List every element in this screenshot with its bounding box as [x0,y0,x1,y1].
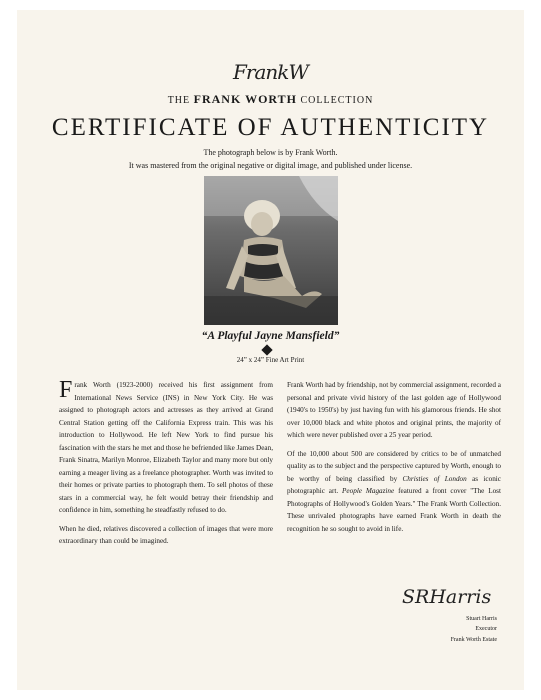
print-size: 24” x 24” Fine Art Print [236,356,305,364]
collection-suffix: COLLECTION [300,95,374,106]
executor-role: Executor [475,626,497,632]
christies-name: Christies of London [402,474,467,483]
left-paragraph-1 [59,379,273,517]
executor-signature: SRHarris [402,586,492,608]
intro-line-2: It was mastered from the original negative or digital image, and published under license. [128,161,413,170]
left-column [59,379,273,554]
executor-name: Stuart Harris [466,616,497,622]
drop-cap: F [59,377,73,403]
right-p2-text-c: featured a front cover "The Lost Photographs of Hollywood's Golden Years." The Frank Worth Collection. These unrivaled photographs have earned Frank Worth in death the recognition he so sought to avoid in life. [287,487,501,533]
people-magazine-name: People Magazine [342,487,395,495]
executor-estate: Frank Worth Estate [450,637,497,643]
right-paragraph-1: Frank Worth had by friendship, not by commercial assignment, recorded a personal and private vivid history of the last golden age of Hollywood (1940's to 1950's) by just having fun with his glamorous friends. He shot over 10,000 black and white photos and original prints, the majority of which were never published over a 25 year period. [287,381,501,439]
frank-worth-signature: FrankW [233,60,308,84]
photo-caption: “A Playful Jayne Mansfield” [201,330,340,342]
right-column [287,379,501,541]
right-p2-text-b: as iconic photographic art. [287,474,501,495]
collection-name: FRANK WORTH [193,92,298,106]
photograph [204,176,338,325]
diamond-ornament-icon [261,344,272,355]
intro-line-1: The photograph below is by Frank Worth. [203,148,338,157]
left-paragraph-2: When he died, relatives discovered a collection of images that were more extraordinary than could be imagined. [59,524,273,545]
right-p2-text-a: Of the 10,000 about 500 are considered by critics to be of unmatched quality as to the subject and the perspective captured by Worth, enough to be worthy of being classified by [287,449,501,483]
photo-image [204,176,338,325]
collection-prefix: THE [167,95,191,106]
certificate [17,10,524,690]
left-paragraph-1-text: rank Worth (1923-2000) received his first assignment from International News Service (INS) in New York City. He was assigned to photograph actors and actresses as they arrived at Grand Central Station getting off the California Express train. This was his introduction to Hollywood. He left New York to find pursue his fascination with the stars he met and those he befriended like James Dean, Frank Sinatra, Marilyn Monroe, Elizabeth Taylor and many more but only earning a meager living as a freelance photographer. Worth was invited to their homes or private parties to photograph them. To sell photos of these stars in a commercial way, he felt would betray their friendship and confidence in him, something he steadfastly refused to do. [59,381,273,514]
certificate-title: CERTIFICATE OF AUTHENTICITY [51,114,490,141]
right-paragraph-2 [287,448,501,536]
collection-line [17,92,524,107]
